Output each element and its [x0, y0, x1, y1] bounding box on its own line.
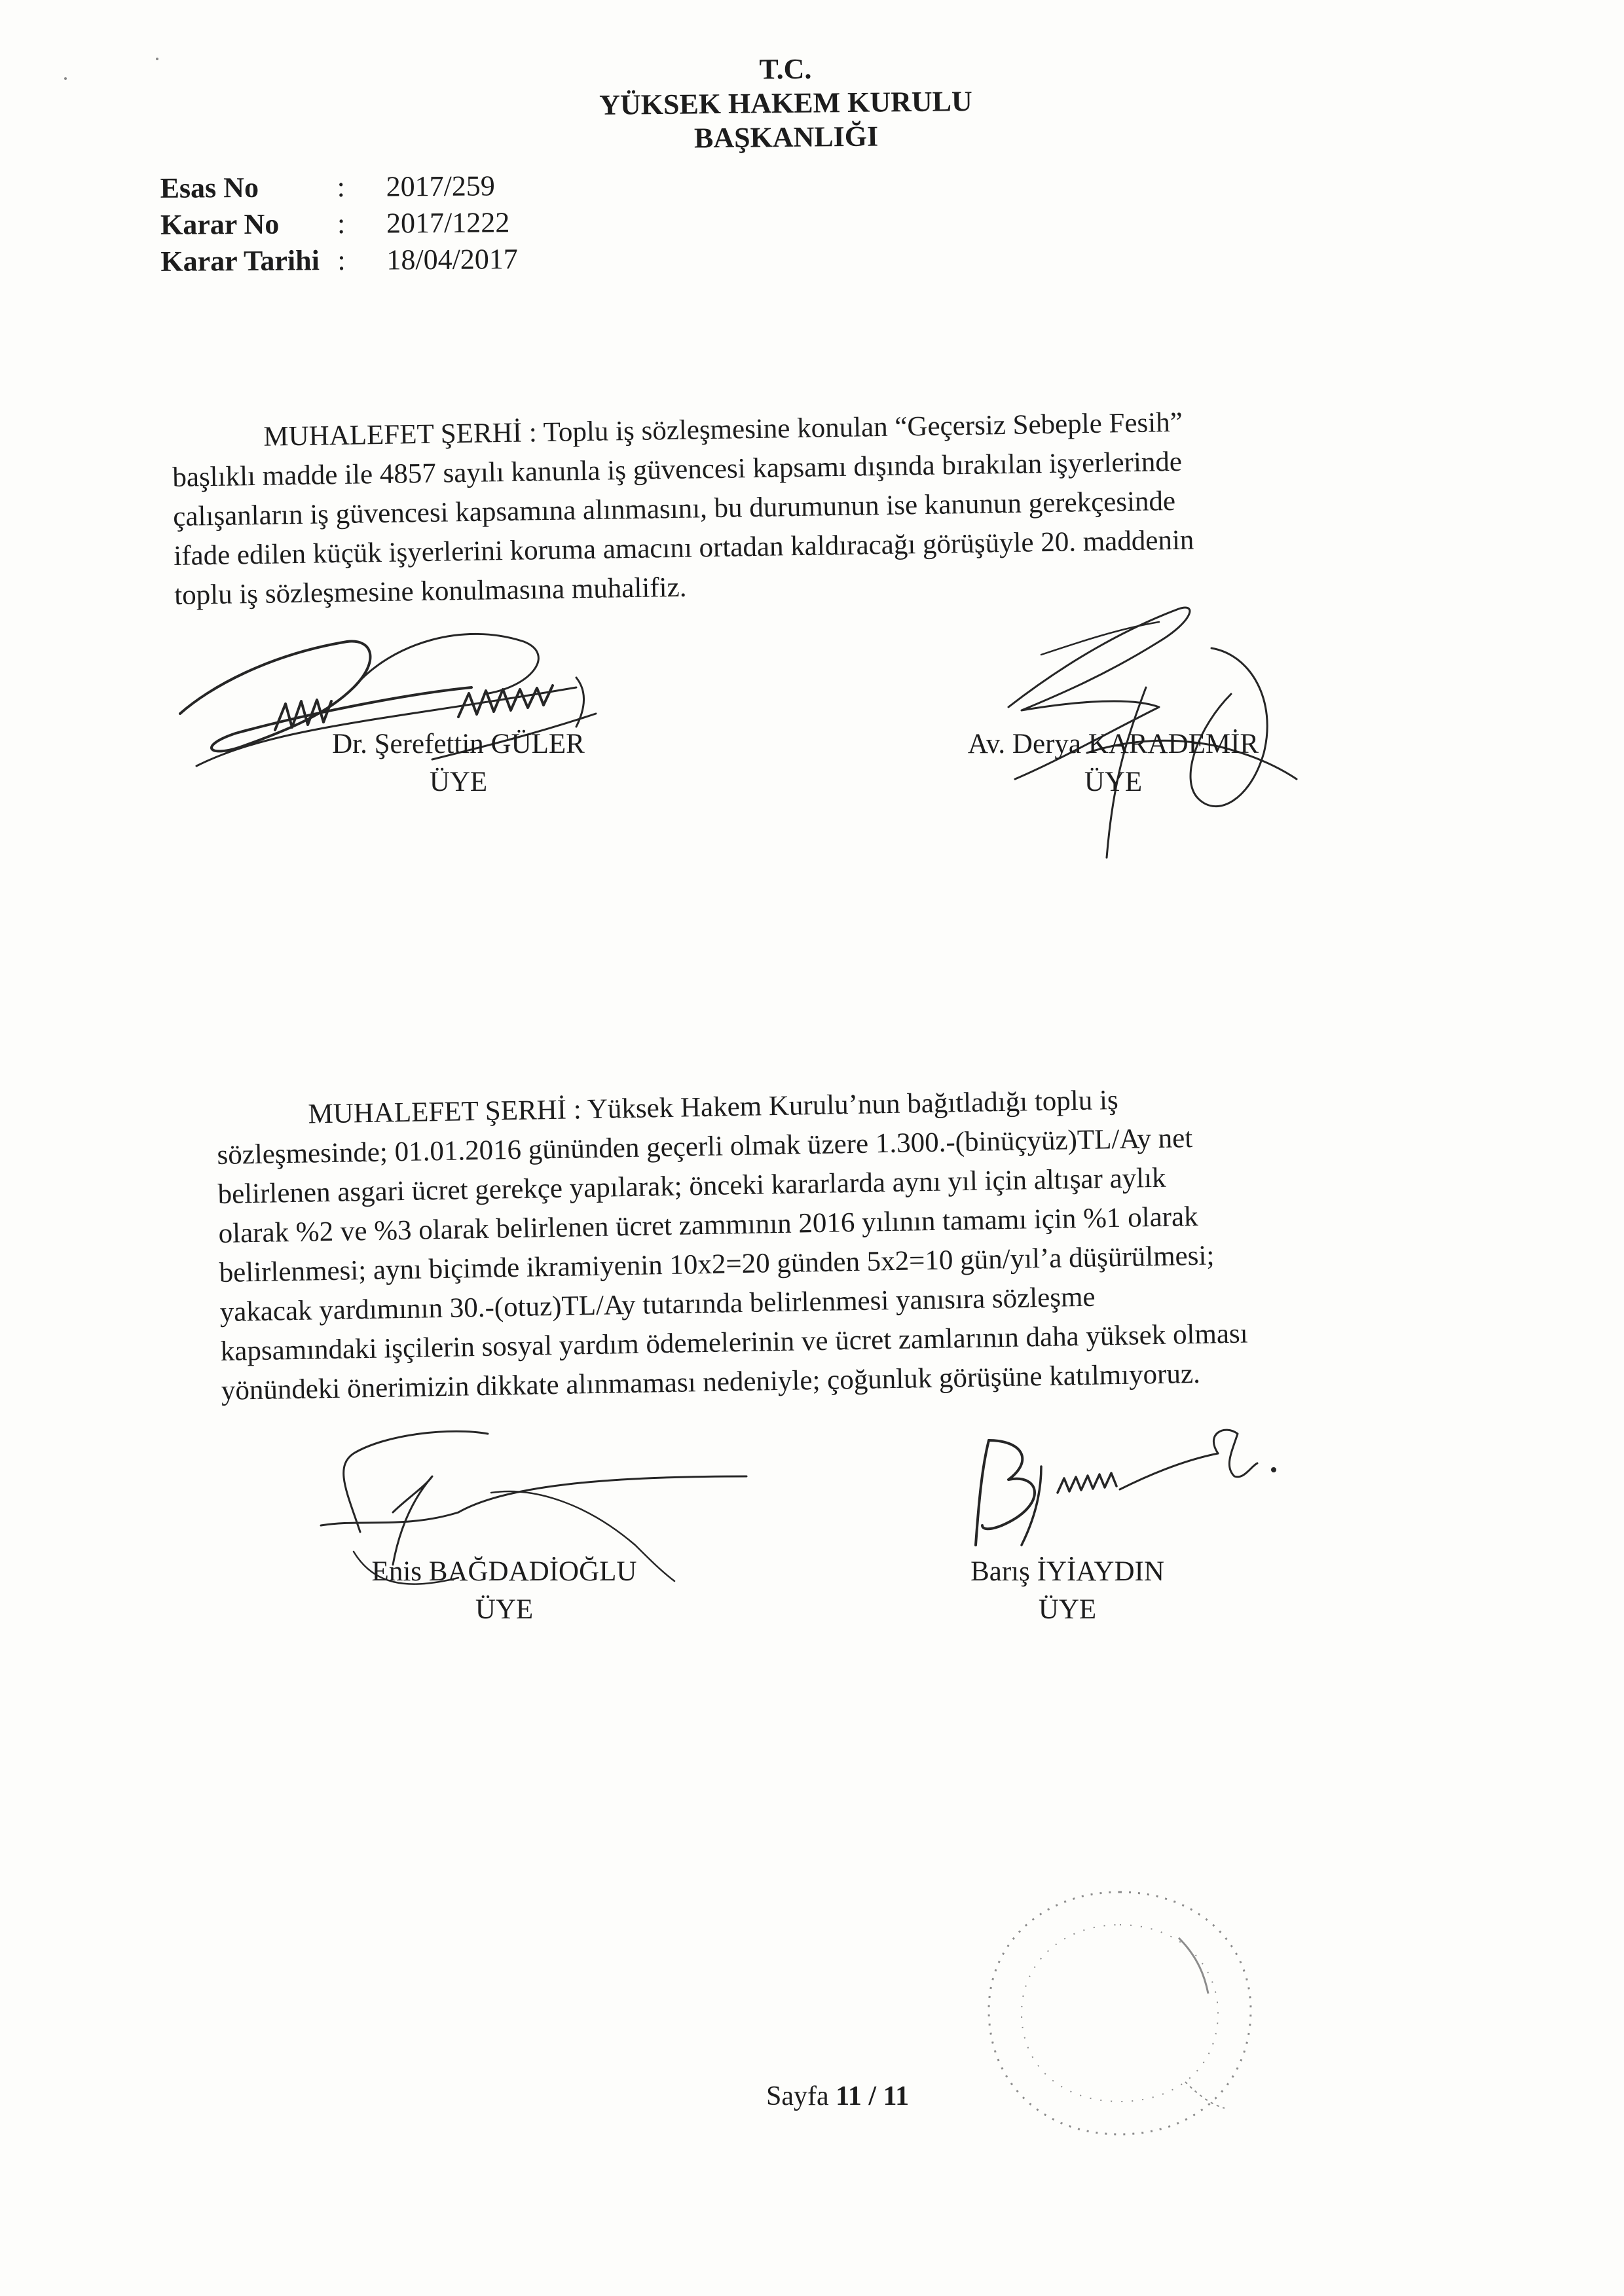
- signatory-bagdadioglu: [308, 1553, 701, 1629]
- footer-page-prefix: Sayfa: [766, 2081, 836, 2111]
- signatory-name: Dr. Şerefettin GÜLER: [332, 729, 585, 759]
- dissent-line: belirlenmesi; aynı biçimde ikramiyenin 10x2=20 günden 5x2=10 gün/yıl’a düşürülmesi;: [219, 1240, 1215, 1288]
- meta-value: 2017/1222: [386, 206, 510, 240]
- meta-label: Esas No: [160, 171, 259, 204]
- meta-row-karar-tarihi: [160, 241, 518, 280]
- case-metadata: [160, 168, 518, 280]
- header-line-presidency: BAŞKANLIĞI: [693, 120, 879, 155]
- faded-seal-stamp: [963, 1879, 1277, 2154]
- signatory-guler: [262, 725, 655, 801]
- dissent-line: olarak %2 ve %3 olarak belirlenen ücret zammının 2016 yılının tamamı için %1 olarak: [218, 1201, 1198, 1249]
- dissent-line: yönündeki önerimizin dikkate alınmaması nedeniyle; çoğunluk görüşüne katılmıyoruz.: [221, 1358, 1201, 1406]
- dissent-line: MUHALEFET ŞERHİ : Yüksek Hakem Kurulu’nun bağıtladığı toplu iş: [308, 1084, 1119, 1130]
- meta-row-karar-no: [160, 204, 518, 244]
- scan-specks: [52, 39, 183, 92]
- dissent-line: sözleşmesinde; 01.01.2016 gününden geçerli olmak üzere 1.300.-(binüçyüz)TL/Ay net: [217, 1122, 1193, 1171]
- meta-value: 18/04/2017: [386, 243, 519, 276]
- dissent-line: belirlenen asgari ücret gerekçe yapılarak; önceki kararlarda aynı yıl için altışar aylık: [217, 1162, 1166, 1210]
- meta-label: Karar Tarihi: [160, 244, 320, 278]
- dissent-line: kapsamındaki işçilerin sosyal yardım ödemelerinin ve ücret zamlarının daha yüksek olması: [220, 1318, 1249, 1367]
- dissent-line: ifade edilen küçük işyerlerini koruma amacını ortadan kaldıracağı görüşüyle 20. maddenin: [173, 524, 1194, 572]
- meta-label: Karar No: [160, 208, 280, 241]
- signatory-name: Enis BAĞDADİOĞLU: [371, 1556, 637, 1587]
- page-footer: [766, 2081, 909, 2112]
- meta-separator: :: [337, 170, 346, 204]
- signatory-karademir: [923, 725, 1303, 801]
- dissent-line: başlıklı madde ile 4857 sayılı kanunla iş güvencesi kapsamı dışında bırakılan işyerlerinde: [172, 446, 1183, 493]
- signatory-iyiaydin: [917, 1553, 1218, 1629]
- dissent-line: yakacak yardımının 30.-(otuz)TL/Ay tutarında belirlenmesi yanısıra sözleşme: [219, 1281, 1096, 1328]
- header-line-institution: YÜKSEK HAKEM KURULU: [599, 85, 973, 121]
- signatory-name: Barış İYİAYDIN: [970, 1556, 1164, 1587]
- dissent-line: toplu iş sözleşmesine konulmasına muhalifiz.: [174, 572, 687, 611]
- dissent-line: MUHALEFET ŞERHİ : Toplu iş sözleşmesine konulan “Geçersiz Sebeple Fesih”: [263, 407, 1183, 452]
- meta-separator: :: [337, 207, 346, 240]
- signatory-name: Av. Derya KARADEMİR: [967, 729, 1259, 759]
- meta-value: 2017/259: [386, 170, 496, 203]
- meta-separator: :: [337, 244, 346, 277]
- header-line-tc: T.C.: [759, 52, 812, 86]
- signatory-role: ÜYE: [429, 767, 488, 797]
- dissent-line: çalışanların iş güvencesi kapsamına alınmasını, bu durumunun ise kanunun gerekçesinde: [172, 485, 1176, 532]
- signatory-role: ÜYE: [1038, 1594, 1097, 1625]
- meta-row-esas-no: [160, 168, 517, 207]
- signatory-role: ÜYE: [475, 1594, 534, 1625]
- footer-page-number: 11 / 11: [836, 2081, 910, 2111]
- signatory-role: ÜYE: [1084, 767, 1143, 797]
- signature-iyiaydin: [943, 1414, 1297, 1558]
- dissent-opinion-2: [216, 1076, 1407, 1411]
- institution-header: [523, 50, 1048, 157]
